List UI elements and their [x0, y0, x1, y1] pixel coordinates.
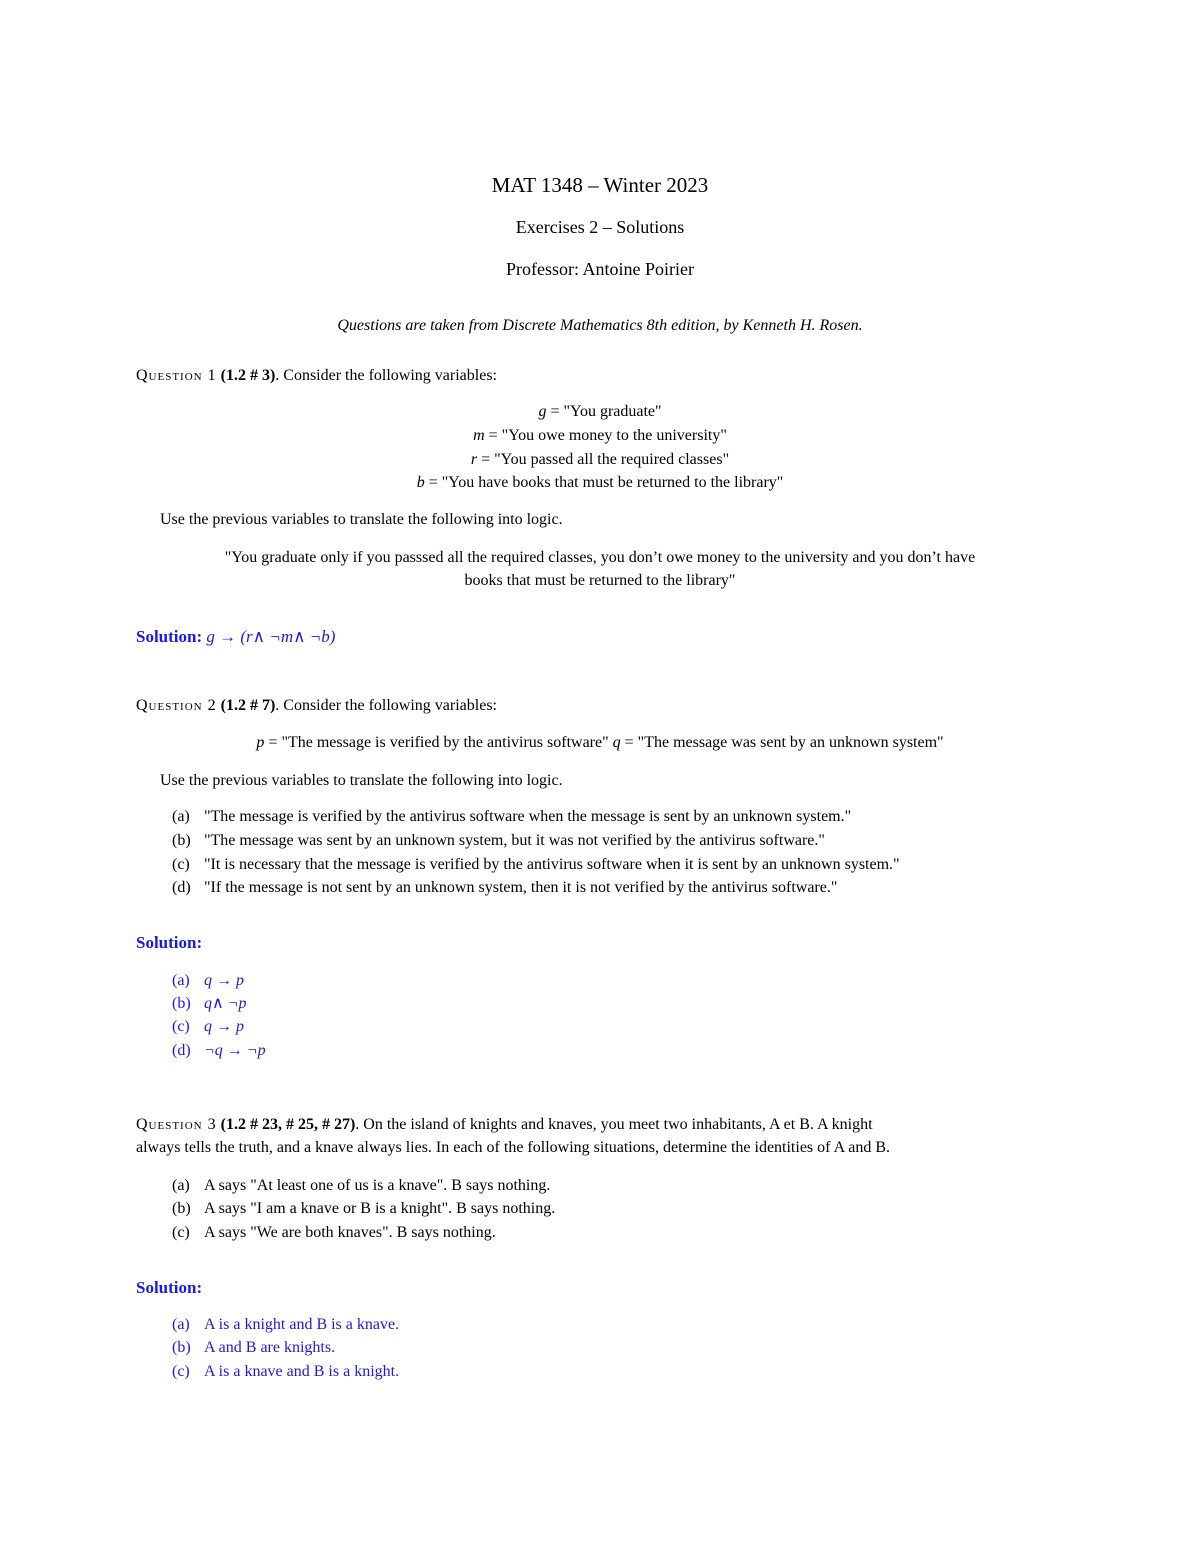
q2-solution-item: (c) q → p: [172, 1018, 244, 1035]
q1-var-m: m = "You owe money to the university": [473, 427, 727, 444]
question-2-intro: . Consider the following variables:: [275, 697, 497, 714]
q1-var-b: b = "You have books that must be returned to the library": [416, 474, 784, 491]
q2-item: (b) "The message was sent by an unknown system, but it was not verified by the antivirus software.": [172, 832, 825, 849]
q3-item: (b) A says "I am a knave or B is a knight". B says nothing.: [172, 1200, 556, 1217]
q2-item: (a) "The message is verified by the antivirus software when the message is sent by an unknown system.": [172, 808, 852, 825]
q1-var-r: r = "You passed all the required classes": [470, 451, 730, 468]
q3-solution-item: (c) A is a knave and B is a knight.: [172, 1363, 400, 1380]
q2-solution-item: (d) ¬q → ¬p: [172, 1042, 266, 1059]
q2-instruction: Use the previous variables to translate the following into logic.: [160, 772, 563, 789]
question-1-label: Question 1: [136, 367, 217, 384]
q1-instruction: Use the previous variables to translate the following into logic.: [160, 511, 563, 528]
question-3-ref: (1.2 # 23, # 25, # 27): [220, 1116, 356, 1133]
q1-solution: [136, 626, 335, 648]
question-1-ref: (1.2 # 3): [220, 367, 276, 384]
q3-item: (a) A says "At least one of us is a knave". B says nothing.: [172, 1177, 551, 1194]
question-2-label: Question 2: [136, 697, 217, 714]
question-3-label: Question 3: [136, 1116, 217, 1133]
q3-solution-item: (a) A is a knight and B is a knave.: [172, 1316, 400, 1333]
q2-item: (c) "It is necessary that the message is verified by the antivirus software when it is sent by an unknown system.": [172, 856, 900, 873]
question-2-ref: (1.2 # 7): [220, 697, 276, 714]
q1-quote-line2: books that must be returned to the library": [464, 572, 736, 589]
q2-solution-item: (b) q∧ ¬p: [172, 995, 247, 1012]
source-note: Questions are taken from Discrete Mathematics 8th edition, by Kenneth H. Rosen.: [337, 317, 863, 334]
q3-solution-item: (b) A and B are knights.: [172, 1339, 336, 1356]
question-3-intro-line2: always tells the truth, and a knave always lies. In each of the following situations, determine the identities of A and B.: [136, 1139, 891, 1156]
question-3-intro-line1: . On the island of knights and knaves, you meet two inhabitants, A et B. A knight: [355, 1116, 873, 1133]
q2-vars: p = "The message is verified by the antivirus software" q = "The message was sent by an unknown system": [256, 734, 944, 751]
professor: Professor: Antoine Poirier: [506, 259, 694, 279]
q1-solution-formula: g → (r∧ ¬m∧ ¬b): [206, 627, 336, 646]
q3-item: (c) A says "We are both knaves". B says nothing.: [172, 1224, 496, 1241]
question-2-heading: [136, 695, 497, 717]
question-3-heading: [136, 1114, 873, 1136]
q2-solution-label: Solution:: [136, 933, 203, 952]
q3-solution-label: Solution:: [136, 1278, 203, 1297]
course-title: MAT 1348 – Winter 2023: [491, 173, 709, 197]
subtitle: Exercises 2 – Solutions: [515, 217, 685, 237]
q1-quote-line1: "You graduate only if you passsed all the required classes, you don’t owe money to the university and you don’t have: [224, 549, 976, 566]
q2-solution-item: (a) q → p: [172, 972, 244, 989]
q2-item: (d) "If the message is not sent by an unknown system, then it is not verified by the antivirus software.": [172, 879, 838, 896]
question-1-heading: [136, 365, 497, 387]
q1-var-g: g = "You graduate": [538, 403, 662, 420]
question-1-intro: . Consider the following variables:: [275, 367, 497, 384]
q1-solution-label: Solution:: [136, 627, 203, 646]
